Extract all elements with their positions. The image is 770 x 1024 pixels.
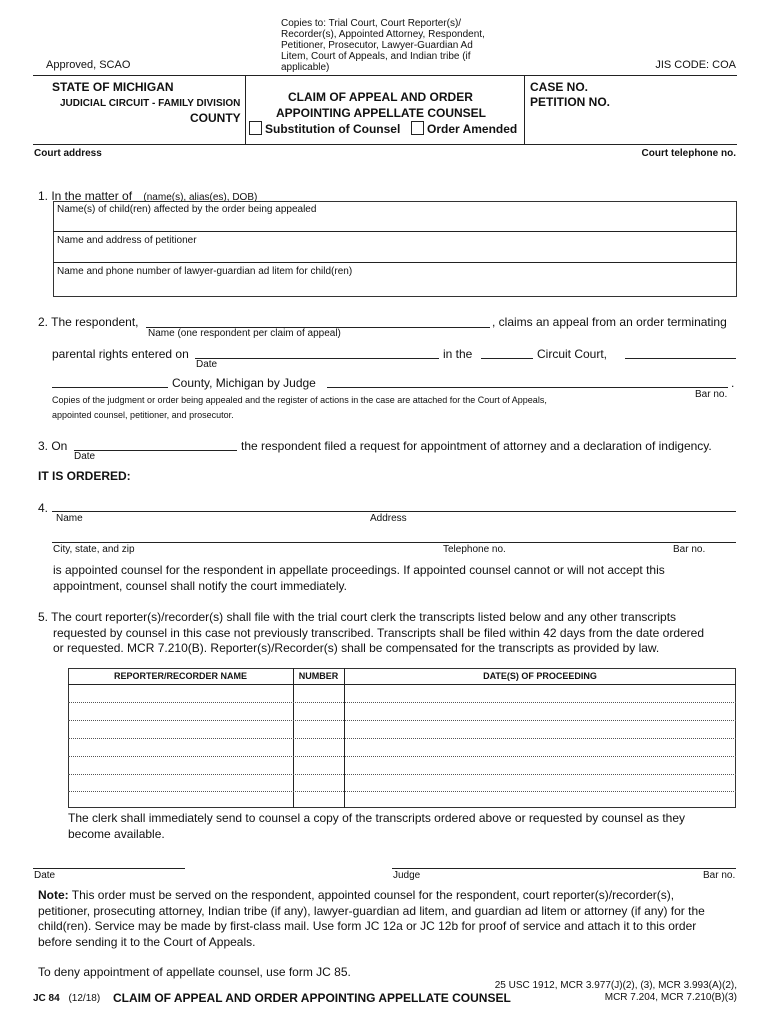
order-amended-option[interactable]: [411, 121, 517, 136]
judge-signature-field[interactable]: [392, 868, 736, 869]
header-top-rule: [33, 75, 737, 76]
signature-date-field[interactable]: [33, 868, 185, 869]
state-label: STATE OF MICHIGAN: [52, 80, 174, 94]
form-number: JC 84: [33, 993, 60, 1004]
form-title-line2: APPOINTING APPELLATE COUNSEL: [276, 106, 487, 120]
counsel-bar-hint: Bar no.: [673, 544, 706, 555]
clerk-line2: become available.: [68, 827, 165, 841]
petition-no-label: PETITION NO.: [530, 95, 611, 109]
judge-hint: Judge: [393, 870, 421, 881]
footer-citations: [495, 980, 737, 1004]
order-amended-label: Order Amended: [427, 122, 518, 136]
table-row[interactable]: [68, 702, 736, 703]
copies-note-line1: Copies of the judgment or order being appealed and the register of actions in the case are attached for the Court of Appeals,: [52, 395, 547, 405]
substitution-checkbox[interactable]: [249, 121, 262, 135]
note-text: This order must be served on the respondent, appointed counsel for the respondent, court reporter(s)/recorder(s),: [68, 888, 675, 902]
children-name-field[interactable]: Name(s) of child(ren) affected by the order being appealed: [57, 204, 317, 215]
signature-date-hint: Date: [34, 870, 56, 881]
counsel-city-phone-field[interactable]: [52, 542, 736, 543]
parental-rights-label: parental rights entered on: [52, 347, 189, 361]
respondent-name-hint: Name (one respondent per claim of appeal): [148, 328, 341, 339]
counsel-name-hint: Name: [56, 513, 83, 524]
item5-line2: requested by counsel in this case not previously transcribed. Transcripts shall be filed within 42 days from the date ordered: [53, 626, 705, 640]
note-line: child(ren). Service may be made by first-class mail. Use form JC 12a or JC 12b for proof of service and attach it to this order: [38, 919, 697, 933]
header-bottom-rule: [33, 144, 737, 145]
court-phone-label: Court telephone no.: [641, 148, 736, 159]
jis-code: JIS CODE: COA: [655, 59, 736, 71]
circuit-court-label: Circuit Court,: [537, 347, 608, 361]
case-no-label: CASE NO.: [530, 80, 589, 94]
matter-row-divider: [53, 262, 737, 263]
table-row[interactable]: [68, 774, 736, 775]
counsel-address-hint: Address: [370, 513, 407, 524]
approved-label: Approved, SCAO: [46, 59, 131, 71]
column-header-number: NUMBER: [298, 671, 339, 681]
request-date-hint: Date: [74, 451, 96, 462]
note-label: Note:: [38, 888, 69, 902]
column-header-dates: DATE(S) OF PROCEEDING: [483, 671, 597, 681]
order-amended-checkbox[interactable]: [411, 121, 424, 135]
counsel-name-address-field[interactable]: [52, 511, 736, 512]
matter-row-divider: [53, 231, 737, 232]
circuit-label: JUDICIAL CIRCUIT - FAMILY DIVISION: [60, 98, 241, 109]
copies-note-line2: appointed counsel, petitioner, and prosecutor.: [52, 410, 234, 420]
item4-lead: 4.: [38, 501, 49, 515]
petitioner-field[interactable]: Name and address of petitioner: [57, 235, 197, 246]
item4-text-line2: appointment, counsel shall notify the court immediately.: [53, 579, 347, 593]
copies-to-line: Petitioner, Prosecutor, Lawyer-Guardian Ad: [281, 40, 473, 51]
table-row[interactable]: [68, 720, 736, 721]
request-date-field[interactable]: [74, 450, 237, 451]
matter-box: [53, 201, 737, 297]
table-header-rule: [68, 684, 736, 685]
table-row[interactable]: [68, 738, 736, 739]
footer-title: CLAIM OF APPEAL AND ORDER APPOINTING APPELLATE COUNSEL: [113, 991, 511, 1005]
note-line: petitioner, prosecuting attorney, Indian tribe (if any), lawyer-guardian ad litem, and guardian ad litem or attorney (if any) for the: [38, 903, 705, 918]
form-revision: (12/18): [68, 993, 101, 1004]
circuit-number-field[interactable]: [481, 358, 533, 359]
it-is-ordered: IT IS ORDERED:: [38, 469, 131, 483]
form-title-line1: CLAIM OF APPEAL AND ORDER: [288, 90, 473, 104]
substitution-label: Substitution of Counsel: [265, 122, 401, 136]
county-field[interactable]: [52, 387, 168, 388]
table-row[interactable]: [68, 791, 736, 792]
item3-text: the respondent filed a request for appointment of attorney and a declaration of indigency.: [241, 439, 712, 453]
judge-name-field[interactable]: [327, 387, 728, 388]
counsel-phone-hint: Telephone no.: [443, 544, 506, 555]
item1-label: 1. In the matter of: [38, 189, 133, 203]
county-name-field[interactable]: [625, 358, 736, 359]
item4-text-line1: is appointed counsel for the respondent in appellate proceedings. If appointed counsel cannot or will not accept this: [53, 563, 665, 577]
item5-line3: or requested. MCR 7.210(B). Reporter(s)/Recorder(s) shall be compensated for the transcripts as provided by law.: [53, 641, 660, 655]
note-line: [38, 888, 737, 904]
copies-to-line: Litem, Court of Appeals, and Indian tribe (if: [281, 51, 471, 62]
item5-line1: 5. The court reporter(s)/recorder(s) shall file with the trial court clerk the transcripts listed below and any other transcripts: [38, 610, 677, 624]
header-divider-right: [524, 76, 525, 144]
judge-bar-hint: Bar no.: [703, 870, 736, 881]
copies-to: [281, 18, 485, 73]
judge-line-period: .: [731, 376, 735, 390]
clerk-line1: The clerk shall immediately send to counsel a copy of the transcripts ordered above or requested by counsel as they: [68, 811, 685, 825]
footer-form-id: [33, 993, 100, 1004]
entered-date-field[interactable]: [195, 358, 439, 359]
copies-to-line: Copies to: Trial Court, Court Reporter(s)/: [281, 18, 462, 29]
citation-line: MCR 7.204, MCR 7.210(B)(3): [604, 992, 737, 1003]
county-judge-label: County, Michigan by Judge: [172, 376, 316, 390]
deny-instruction: To deny appointment of appellate counsel, use form JC 85.: [38, 965, 351, 979]
item2-lead: 2. The respondent,: [38, 315, 139, 329]
entered-date-hint: Date: [196, 359, 218, 370]
copies-to-line: Recorder(s), Appointed Attorney, Respondent,: [281, 29, 485, 40]
item3-lead: 3. On: [38, 439, 68, 453]
lgal-field[interactable]: Name and phone number of lawyer-guardian ad litem for child(ren): [57, 266, 353, 277]
citation-line: 25 USC 1912, MCR 3.977(J)(2), (3), MCR 3.993(A)(2),: [494, 980, 737, 991]
header-divider-left: [245, 76, 246, 144]
column-header-reporter: REPORTER/RECORDER NAME: [113, 671, 247, 681]
counsel-city-hint: City, state, and zip: [53, 544, 135, 555]
substitution-option[interactable]: [249, 121, 400, 136]
in-the-label: in the: [443, 347, 473, 361]
service-note: [38, 888, 737, 950]
judge-bar-no-hint: Bar no.: [695, 389, 728, 400]
note-line: before sending it to the Court of Appeals.: [38, 934, 256, 949]
county-label: COUNTY: [190, 111, 241, 125]
copies-to-line: applicable): [281, 62, 330, 73]
table-row[interactable]: [68, 756, 736, 757]
item1-hint: (name(s), alias(es), DOB): [143, 192, 258, 203]
court-address-label: Court address: [34, 148, 102, 159]
item2-claims: , claims an appeal from an order terminating: [492, 315, 727, 329]
